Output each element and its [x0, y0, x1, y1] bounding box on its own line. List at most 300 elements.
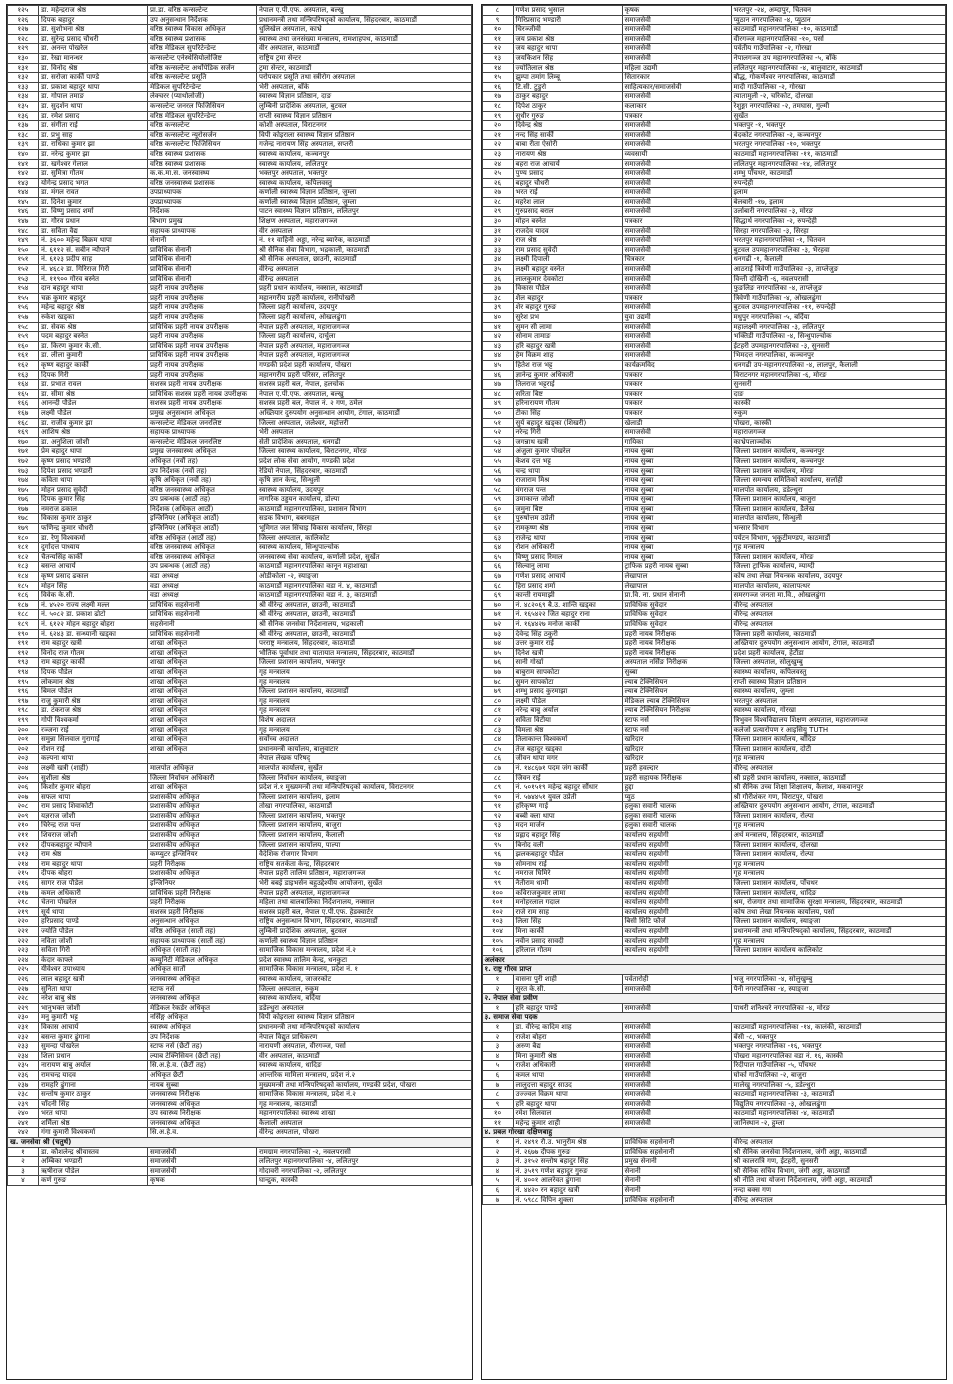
designation-cell: व्यवसायी — [622, 149, 731, 159]
table-row — [8, 255, 472, 265]
office-cell: कलेजो प्रत्यारोपण र आइसियु TUTH — [731, 725, 946, 735]
serial-number-cell: १८८ — [8, 610, 39, 620]
office-cell: जिल्ला प्रशासन कार्यालय, डैलेख — [731, 504, 946, 514]
name-cell: डा. कौशलेन्द्र श्रीवास्तव — [39, 1147, 148, 1157]
office-cell: नेपाल प्रहरी अस्पताल, महाराजगञ्ज — [257, 341, 472, 351]
serial-number-cell: १८३ — [8, 562, 39, 572]
table-row — [8, 984, 472, 994]
serial-number-cell: २०१ — [8, 735, 39, 745]
serial-number-cell: १८ — [482, 101, 513, 111]
serial-number-cell: १४ — [482, 63, 513, 73]
office-cell: पर्यटन विभाग, भृकुटीमण्डप, काठमाडौं — [731, 533, 946, 543]
office-cell: वैदेशिक रोजगार विभाग — [257, 850, 472, 860]
office-cell: वीरेन्द्र अस्पताल — [731, 610, 946, 620]
office-cell: भरतपुर नगरपालिका -१०, भक्तपुर — [731, 140, 946, 150]
serial-number-cell: १४४ — [8, 188, 39, 198]
designation-cell: प्रा.वि. ना. प्रधान सेनानी — [622, 591, 731, 601]
designation-cell: सेनानी — [622, 1166, 731, 1176]
name-cell: डा. रेणु विश्वकर्मा — [39, 533, 148, 543]
name-cell: जिवन राई — [513, 773, 622, 783]
designation-cell: पर्वतारोही — [622, 974, 731, 984]
designation-cell: कार्यालय सहयोगी — [622, 879, 731, 889]
section-heading: १. राष्ट्र गौरव प्राप्त — [482, 965, 946, 975]
serial-number-cell: ४६ — [482, 370, 513, 380]
name-cell: ज्योतिलाल श्रेष्ठ — [513, 63, 622, 73]
table-row — [8, 658, 472, 668]
serial-number-cell: १३७ — [8, 121, 39, 131]
name-cell: डा. किरण कुमार के.सी. — [39, 341, 148, 351]
serial-number-cell: ७० — [482, 600, 513, 610]
table-row — [482, 149, 946, 159]
name-cell: नमराज घिमिरे — [513, 869, 622, 879]
name-cell: लक्ष्मी पौडेल — [39, 408, 148, 418]
name-cell: डा. सेवक श्रेष्ठ — [39, 322, 148, 332]
designation-cell: नायब सुब्बा — [622, 504, 731, 514]
name-cell: डा. महेन्द्रराज श्रेष्ठ — [39, 6, 148, 16]
name-cell: शम्भु प्रसाद कुरमाझा — [513, 687, 622, 697]
name-cell: बाबा रीता ऐसोरी — [513, 140, 622, 150]
office-cell: जिल्ला प्रहरी कार्यालय, ओखलढुंगा — [257, 313, 472, 323]
designation-cell: वरिष्ठ कन्सल्टेन्ट अर्थोपेडिक सर्जन — [148, 63, 257, 73]
serial-number-cell: २०९ — [8, 811, 39, 821]
office-cell: काठमाडौं महानगरपालिका -१४, कालंकी, काठमाडौं — [731, 1022, 946, 1032]
office-cell: विराटनगर महानगरपालिका -६, मोरङ — [731, 370, 946, 380]
serial-number-cell: १४६ — [8, 207, 39, 217]
name-cell: राजाराम मिश्र — [513, 476, 622, 486]
table-row — [482, 744, 946, 754]
serial-number-cell: २३१ — [8, 1022, 39, 1032]
table-row — [8, 44, 472, 54]
office-cell: प्रदेश लोक सेवा आयोग, गण्डकी प्रदेश — [257, 456, 472, 466]
name-cell: सोनाम तामाङ — [513, 332, 622, 342]
table-row — [482, 850, 946, 860]
table-row — [482, 974, 946, 984]
table-row — [482, 217, 946, 227]
table-row — [482, 524, 946, 534]
serial-number-cell: १६३ — [8, 370, 39, 380]
table-row — [482, 188, 946, 198]
table-row — [8, 207, 472, 217]
name-cell: कमल थापा — [513, 1070, 622, 1080]
name-cell: दुर्गादत्त पाध्याय — [39, 543, 148, 553]
name-cell: तिलाकान्त विश्वकर्मा — [513, 735, 622, 745]
designation-cell: समाजसेवी — [622, 1022, 731, 1032]
serial-number-cell: १५४ — [8, 284, 39, 294]
serial-number-cell: २०० — [8, 725, 39, 735]
serial-number-cell: १५२ — [8, 265, 39, 275]
office-cell: रिदीपाल गाउँपालिका -५, पाँचथर — [731, 1061, 946, 1071]
serial-number-cell: २२८ — [8, 994, 39, 1004]
name-cell: रामकृष्ण श्रेष्ठ — [513, 524, 622, 534]
serial-number-cell: १५ — [482, 73, 513, 83]
office-cell: भेरी बबई डाइभर्सन बहुउद्देश्यीय आयोजना, सुर्खेत — [257, 879, 472, 889]
designation-cell: सहसेनानी — [148, 620, 257, 630]
serial-number-cell: ९३ — [482, 821, 513, 831]
table-row — [482, 1147, 946, 1157]
serial-number-cell: १३१ — [8, 63, 39, 73]
serial-number-cell: ९९ — [482, 879, 513, 889]
name-cell: बहरा राज आचार्य — [513, 159, 622, 169]
name-cell: बसन्त कुमार ढुंगाना — [39, 1032, 148, 1042]
designation-cell: समाजसेवी — [622, 322, 731, 332]
serial-number-cell: २०४ — [8, 763, 39, 773]
table-row — [8, 303, 472, 313]
office-cell: दाङ — [731, 389, 946, 399]
serial-number-cell: २३७ — [8, 1080, 39, 1090]
name-cell: रामहरि ढुंगाना — [39, 1080, 148, 1090]
designation-cell: प्रशासकीय अधिकृत — [148, 840, 257, 850]
section-heading: ४. प्रबल गोरखा दक्षिणबाहु — [482, 1128, 946, 1138]
serial-number-cell: १८० — [8, 533, 39, 543]
office-cell: नं. ११ वाहिनी अड्डा, नरेन्द्र ब्यारेक, काठमाडौं — [257, 236, 472, 246]
designation-cell — [148, 754, 257, 764]
designation-cell: प्रहरी नायब उपरीक्षक — [148, 332, 257, 342]
name-cell: डा. विनोद श्रेष्ठ — [39, 63, 148, 73]
office-cell: श्री गौरीशंकर गण, विराटपुर, पोखरा — [731, 792, 946, 802]
designation-cell: खरिदार — [622, 744, 731, 754]
serial-number-cell: १९९ — [8, 715, 39, 725]
table-row — [8, 667, 472, 677]
serial-number-cell: २६ — [482, 178, 513, 188]
serial-number-cell: ५६ — [482, 466, 513, 476]
designation-cell: कार्यालय सहयोगी — [622, 946, 731, 956]
designation-cell: बिभाग प्रमुख — [148, 217, 257, 227]
office-cell: डडेल्धुरा अस्पताल — [257, 1003, 472, 1013]
designation-cell: सेनानी — [148, 236, 257, 246]
serial-number-cell: १३६ — [8, 111, 39, 121]
office-cell: धनगढी -१, कैलाली — [731, 255, 946, 265]
serial-number-cell: १६० — [8, 341, 39, 351]
office-cell: मालपोत कार्यालय, सुर्खेत — [257, 763, 472, 773]
office-cell: राष्ट्रिय ट्रमा सेन्टर — [257, 53, 472, 63]
table-row — [482, 159, 946, 169]
name-cell: वासना पुरी शाही — [513, 974, 622, 984]
name-cell: विवेक के.सी. — [39, 591, 148, 601]
table-row — [482, 552, 946, 562]
office-cell: स्वास्थ्य कार्यालय, कञ्चनपुर — [257, 149, 472, 159]
serial-number-cell: ६१ — [482, 514, 513, 524]
designation-cell: प्रहरी नायब उपरीक्षक — [148, 313, 257, 323]
office-cell: सशस्त्र प्रहरी बल, नेपाल ए.पी.एफ. हेडक्वार्टर — [257, 907, 472, 917]
table-row — [482, 313, 946, 323]
serial-number-cell: ४९ — [482, 399, 513, 409]
office-cell: जिल्ला प्रहरी कार्यालय, काठमाडौं — [731, 629, 946, 639]
name-cell: सुनिता थापा — [39, 984, 148, 994]
name-cell: डा. रमेश प्रसाद — [39, 111, 148, 121]
name-cell: उज्ज्वल विक्रम थापा — [513, 1090, 622, 1100]
table-row — [8, 1128, 472, 1138]
table-row — [8, 15, 472, 25]
serial-number-cell: १७५ — [8, 485, 39, 495]
name-cell: आशिष श्रेष्ठ — [39, 428, 148, 438]
name-cell: डा. लीला कुमारी — [39, 351, 148, 361]
designation-cell: वरिष्ठ स्वास्थ्य प्रशासक — [148, 149, 257, 159]
table-row — [8, 1042, 472, 1052]
designation-cell: शाखा अधिकृत — [148, 648, 257, 658]
name-cell: गोपी विश्वकर्मा — [39, 715, 148, 725]
name-cell: महेन्द्र बहादुर श्रेष्ठ — [39, 303, 148, 313]
table-row — [8, 888, 472, 898]
office-cell: जिल्ला प्रशासन कार्यालय, धादिङ — [731, 888, 946, 898]
table-row — [8, 706, 472, 716]
office-cell: प्युठान नगरपालिका -४, प्युठान — [731, 15, 946, 25]
designation-cell: गायिका — [622, 437, 731, 447]
designation-cell: नर्सिङ्ग अधिकृत — [148, 1013, 257, 1023]
table-row — [482, 466, 946, 476]
name-cell: नं. ४००१ आलरेवत ढुंगाना — [513, 1176, 622, 1186]
office-cell: सुनसरी — [731, 380, 946, 390]
table-row — [8, 1099, 472, 1109]
office-cell: विपी कोइराला स्वास्थ्य विज्ञान प्रतिष्ठान — [257, 130, 472, 140]
table-row — [8, 217, 472, 227]
serial-number-cell: २१६ — [8, 879, 39, 889]
designation-cell: युवा उद्यमी — [622, 313, 731, 323]
serial-number-cell: ५ — [482, 1061, 513, 1071]
table-row — [8, 763, 472, 773]
name-cell: हरिलाल गौतम — [513, 946, 622, 956]
serial-number-cell: १९२ — [8, 648, 39, 658]
table-row — [8, 428, 472, 438]
name-cell: प्रह्लाद बहादुर सिंह — [513, 831, 622, 841]
designation-cell: समाजसेवी — [622, 1070, 731, 1080]
office-cell: वीर अस्पताल, काठमाडौं — [257, 44, 472, 54]
office-cell: पैनी नगरपालिका -४, स्याङ्जा — [731, 984, 946, 994]
designation-cell: प्राविधिक सेनानी — [148, 274, 257, 284]
table-row — [8, 687, 472, 697]
table-row — [482, 1080, 946, 1090]
office-cell: मालपोत कार्यालय, डडेल्धुरा — [731, 485, 946, 495]
table-row — [8, 773, 472, 783]
name-cell: डा. संगीता राई — [39, 121, 148, 131]
designation-cell: प्रहरी सहायक निरीक्षक — [622, 773, 731, 783]
serial-number-cell: ८१ — [482, 706, 513, 716]
name-cell: सुमन सी लामा — [513, 322, 622, 332]
name-cell: लक्ष्मी खत्री (शाही) — [39, 763, 148, 773]
table-row — [8, 831, 472, 841]
serial-number-cell: १ — [482, 1022, 513, 1032]
serial-number-cell: ८५ — [482, 744, 513, 754]
table-row — [8, 408, 472, 418]
office-cell: कोशी अस्पताल, विराटनगर — [257, 121, 472, 131]
table-row — [8, 1118, 472, 1128]
serial-number-cell: १९ — [482, 111, 513, 121]
designation-cell: सेनानी — [622, 1176, 731, 1186]
office-cell: बेंसी -८, भक्तपुर — [731, 1032, 946, 1042]
name-cell: मोहन बस्नेत — [513, 217, 622, 227]
serial-number-cell: २०३ — [8, 754, 39, 764]
serial-number-cell: २१० — [8, 821, 39, 831]
designation-cell: मालपोत अधिकृत — [148, 763, 257, 773]
serial-number-cell: ६७ — [482, 572, 513, 582]
table-row — [482, 706, 946, 716]
office-cell: जिल्ला प्रशासन कार्यालय, इलाम — [257, 792, 472, 802]
designation-cell: प्रमुख जनस्वास्थ्य अधिकृत — [148, 447, 257, 457]
office-cell: नागरिक उड्डयन कार्यालय, डोल्पा — [257, 495, 472, 505]
office-cell: राष्ट्रिय सतर्कता केन्द्र, सिंहदरबार — [257, 859, 472, 869]
table-row — [482, 111, 946, 121]
serial-number-cell: १७९ — [8, 524, 39, 534]
name-cell: गुरुप्रसाद बराल — [513, 207, 622, 217]
serial-number-cell: ७२ — [482, 620, 513, 630]
office-cell: जिल्ला स्वास्थ्य कार्यालय, बिराटनगर, मोरङ — [257, 447, 472, 457]
office-cell: कास्की — [731, 399, 946, 409]
serial-number-cell: ५१ — [482, 418, 513, 428]
designation-cell: समाजसेवी — [622, 284, 731, 294]
office-cell: काठमाडौं महानगरपालिका -३, काठमाडौं — [731, 1090, 946, 1100]
serial-number-cell: ४ — [482, 1166, 513, 1176]
designation-cell: समाजसेवी — [622, 1042, 731, 1052]
table-row — [8, 360, 472, 370]
office-cell: भक्तपुर अस्पताल, भक्तपुर — [257, 169, 472, 179]
name-cell: रुकेश खड्का — [39, 313, 148, 323]
table-row — [8, 754, 472, 764]
table-row — [8, 917, 472, 927]
office-cell: जिल्ला प्रशासन कार्यालय कालिकोट — [731, 946, 946, 956]
table-row — [8, 418, 472, 428]
serial-number-cell: २२ — [482, 140, 513, 150]
table-row — [8, 389, 472, 399]
name-cell: डा. प्रकाश बहादुर थापा — [39, 82, 148, 92]
table-row — [8, 34, 472, 44]
section-heading: २. नेपाल सेवा प्रवीण — [482, 994, 946, 1004]
office-cell: नेपाल लेखक परिषद् — [257, 754, 472, 764]
table-row — [8, 600, 472, 610]
table-row — [482, 917, 946, 927]
designation-cell: नायब सुब्बा — [622, 456, 731, 466]
table-row — [8, 1147, 472, 1157]
name-cell: कविता थापा — [39, 476, 148, 486]
serial-number-cell: १७१ — [8, 447, 39, 457]
designation-cell: वरिष्ठ जनस्वास्थ्य अधिकृत — [148, 485, 257, 495]
name-cell: शेर बहादुर गुरुङ — [513, 303, 622, 313]
office-cell: राप्ती स्वास्थ्य विज्ञान प्रतिष्ठान — [731, 677, 946, 687]
designation-cell: समाजसेवी — [622, 121, 731, 131]
serial-number-cell: २२३ — [8, 946, 39, 956]
name-cell: बहादुर चौधरी — [513, 178, 622, 188]
table-row — [482, 725, 946, 735]
table-row — [482, 332, 946, 342]
office-cell: पोखरा महानगरपालिका वडा नं. १६, कास्की — [731, 1051, 946, 1061]
office-cell: गण्डकी प्रदेश प्रहरी कार्यालय, पोखरा — [257, 360, 472, 370]
serial-number-cell: २३ — [482, 149, 513, 159]
table-row — [482, 543, 946, 553]
name-cell: राम प्रसाद शिवाकोटी — [39, 802, 148, 812]
designation-cell: वरिष्ठ जनस्वास्थ्य अधिकृत — [148, 552, 257, 562]
name-cell: राजेश बोहरा — [513, 1032, 622, 1042]
serial-number-cell: ३८ — [482, 293, 513, 303]
name-cell: नं. ६११२ सं. सबीन न्यौपाने — [39, 245, 148, 255]
name-cell: चिरञ्जीवी — [513, 25, 622, 35]
name-cell: लालुदत्ता बहादुर साउद — [513, 1080, 622, 1090]
serial-number-cell: १७६ — [8, 495, 39, 505]
designation-cell: उप प्रबन्धक (आठौं तह) — [148, 495, 257, 505]
office-cell: पोखरा, कास्की — [731, 418, 946, 428]
serial-number-cell: १७७ — [8, 504, 39, 514]
right-table-body — [482, 6, 946, 1205]
table-row — [8, 485, 472, 495]
serial-number-cell: १७३ — [8, 466, 39, 476]
serial-number-cell: ६५ — [482, 552, 513, 562]
name-cell: कान्ती रायमाझी — [513, 591, 622, 601]
designation-cell: सशस्त्र प्रहरी निरीक्षक — [148, 907, 257, 917]
office-cell: महाराजगञ्ज — [731, 428, 946, 438]
designation-cell: ल्याब टेक्निसियन निरीक्षक — [622, 706, 731, 716]
office-cell: जिल्ला प्रशासन कार्यालय, कञ्चनपुर — [731, 456, 946, 466]
table-row — [482, 1022, 946, 1032]
name-cell: भरत थापा — [39, 1109, 148, 1119]
designation-cell: स्वास्थ्य अधिकृत — [148, 1022, 257, 1032]
serial-number-cell: १५८ — [8, 322, 39, 332]
table-row — [8, 562, 472, 572]
office-cell: बुटवल उपमहानगरपालिका -३, भैरहवा — [731, 245, 946, 255]
table-row — [8, 792, 472, 802]
name-cell: देवेन्द्र सिंह ठकुरी — [513, 629, 622, 639]
table-row — [482, 629, 946, 639]
table-row — [482, 265, 946, 275]
serial-number-cell: १४९ — [8, 236, 39, 246]
designation-cell: समाजसेवी — [148, 1147, 257, 1157]
table-row — [8, 351, 472, 361]
table-row — [8, 504, 472, 514]
serial-number-cell: १३४ — [8, 92, 39, 102]
office-cell: भन्सार विभाग — [731, 524, 946, 534]
name-cell: शिवराज जोशी — [39, 831, 148, 841]
name-cell: सागर राज पौडेल — [39, 879, 148, 889]
table-row — [482, 44, 946, 54]
office-cell: काठमाडौं महानगरपालिका, प्रशासन विभाग — [257, 504, 472, 514]
table-row — [8, 197, 472, 207]
office-cell: ललितपुर महानगरपालिका -४, ललितपुर — [257, 1157, 472, 1167]
designation-cell: नायब सुब्बा — [622, 495, 731, 505]
serial-number-cell: २२५ — [8, 965, 39, 975]
designation-cell: प्राविधिक सेनानी — [148, 265, 257, 275]
name-cell: दिपेश ठाकुर — [513, 101, 622, 111]
name-cell: सूर्य थापा — [39, 907, 148, 917]
serial-number-cell: ३ — [8, 1166, 39, 1176]
name-cell: डा. अनन्त पोखरेल — [39, 44, 148, 54]
name-cell: लोकमान श्रेष्ठ — [39, 677, 148, 687]
table-row — [8, 1022, 472, 1032]
designation-cell: शाखा अधिकृत — [148, 639, 257, 649]
name-cell: विकास आचार्य — [39, 1022, 148, 1032]
serial-number-cell: १७२ — [8, 456, 39, 466]
table-row — [482, 274, 946, 284]
table-row — [8, 1080, 472, 1090]
name-cell: डा. राजीव कुमार झा — [39, 418, 148, 428]
serial-number-cell: २ — [482, 984, 513, 994]
serial-number-cell: २२१ — [8, 927, 39, 937]
serial-number-cell: २९ — [482, 207, 513, 217]
table-row — [482, 620, 946, 630]
name-cell: चाँदनी सिंह — [39, 1099, 148, 1109]
left-table — [7, 5, 472, 1186]
name-cell: महरेश लाल — [513, 197, 622, 207]
serial-number-cell: २३८ — [8, 1090, 39, 1100]
name-cell: मोहन प्रसाद सुवेदी — [39, 485, 148, 495]
office-cell: कोष तथा लेखा नियन्त्रक कार्यालय, पर्सा — [731, 907, 946, 917]
table-row — [482, 495, 946, 505]
serial-number-cell: १४१ — [8, 159, 39, 169]
office-cell: स्वास्थ्य कार्यालय, बर्दिया — [257, 994, 472, 1004]
office-cell: सुर्खेत — [731, 111, 946, 121]
name-cell: विनोद राज गौतम — [39, 648, 148, 658]
office-cell: नारायणी अस्पताल, वीरगञ्ज, पर्सा — [257, 1042, 472, 1052]
office-cell: मालपोत कार्यालय, सिन्धुली — [731, 514, 946, 524]
table-row — [8, 140, 472, 150]
designation-cell: इन्जिनियर (अधिकृत आठौं) — [148, 524, 257, 534]
name-cell: डा. सुमित्रा गौतम — [39, 169, 148, 179]
table-row — [482, 783, 946, 793]
